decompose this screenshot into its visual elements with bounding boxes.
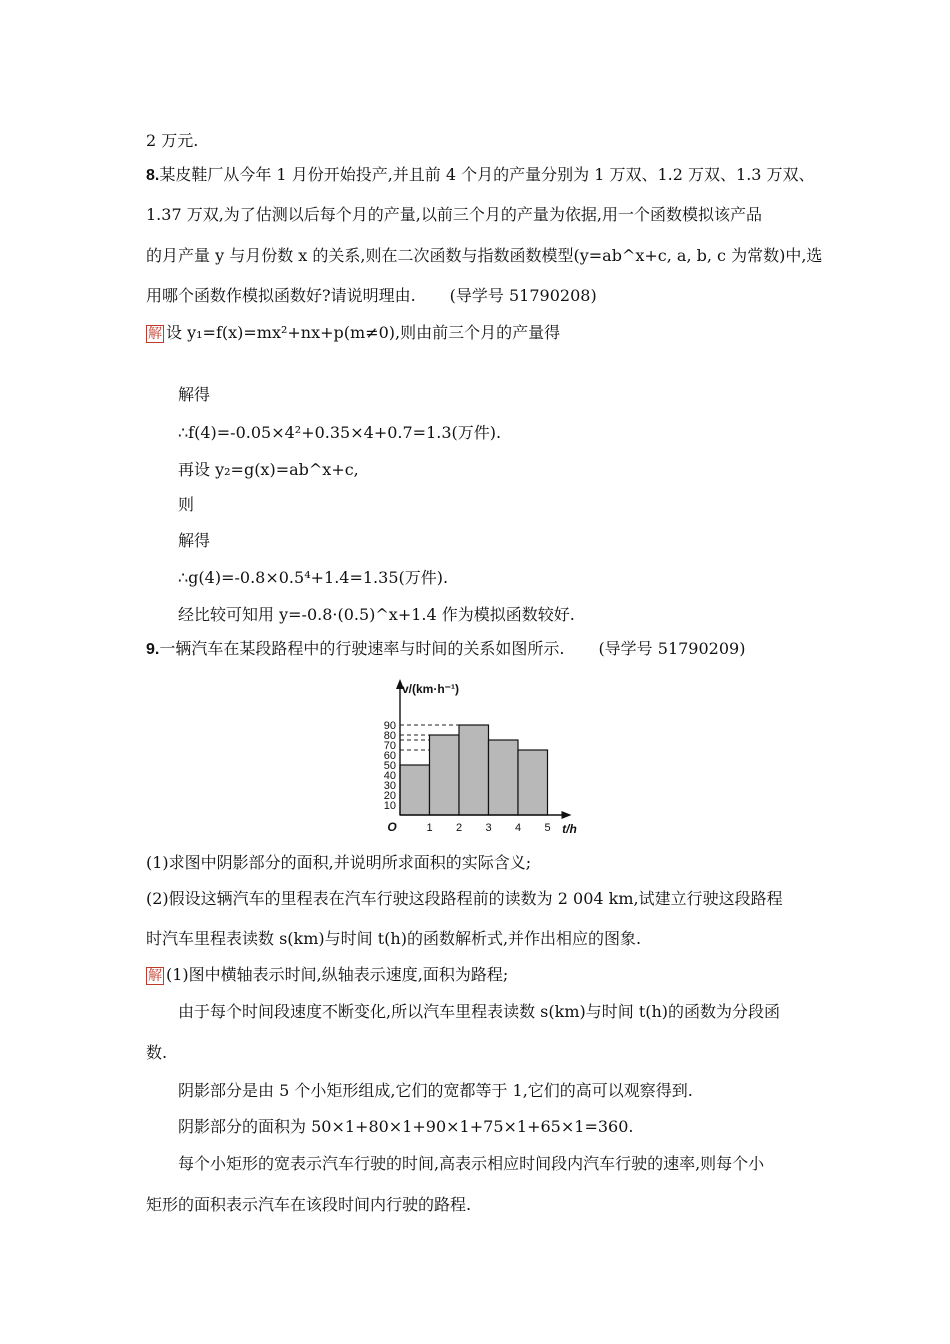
question-9-2-line-2: 时汽车里程表读数 s(km)与时间 t(h)的函数解析式,并作出相应的图象. <box>146 929 642 948</box>
solution-8-text-a: 设 y₁=f(x)=mx²+nx+p(m≠0),则由前三个月的产量得 <box>166 323 561 342</box>
bar-5 <box>518 750 548 815</box>
bar-4 <box>489 740 519 815</box>
solution-9-line-7: 矩形的面积表示汽车在该段时间内行驶的路程. <box>146 1195 472 1214</box>
problem-8-line-4 <box>146 285 597 307</box>
solution-8-line-8: 经比较可知用 y=-0.8·(0.5)^x+1.4 作为模拟函数较好. <box>178 605 575 624</box>
bar-2 <box>430 735 460 815</box>
y-tick-label-80: 80 <box>383 730 396 742</box>
problem-8-line-1 <box>146 164 815 187</box>
question-9-1: (1)求图中阴影部分的面积,并说明所求面积的实际含义; <box>146 853 532 872</box>
prev-answer-tail: 2 万元. <box>146 131 199 150</box>
y-tick-label-20: 20 <box>383 790 396 802</box>
problem-8-text-d: 用哪个函数作模拟函数好?请说明理由. <box>146 286 416 305</box>
problem-8-ref: (导学号 51790208) <box>449 286 597 305</box>
solution-9-text-a: (1)图中横轴表示时间,纵轴表示速度,面积为路程; <box>166 965 509 984</box>
solution-8-line-4: 再设 y₂=g(x)=ab^x+c, <box>178 460 359 479</box>
y-axis-label: v/(km·h⁻¹) <box>402 682 459 696</box>
bar-3 <box>459 725 489 815</box>
question-9-2-line-1: (2)假设这辆汽车的里程表在汽车行驶这段路程前的读数为 2 004 km,试建立行驶这段路程 <box>146 889 783 908</box>
x-tick-label-1: 1 <box>426 822 433 834</box>
solution-8-line-2: 解得 <box>178 385 211 404</box>
y-tick-label-60: 60 <box>383 750 396 762</box>
x-tick-label-4: 4 <box>514 822 522 834</box>
y-tick-label-50: 50 <box>383 760 396 772</box>
solution-9-line-6: 每个小矩形的宽表示汽车行驶的时间,高表示相应时间段内汽车行驶的速率,则每个小 <box>178 1154 765 1173</box>
chart-bars <box>400 725 548 815</box>
solution-8-line-3: ∴f(4)=-0.05×4²+0.35×4+0.7=1.3(万件). <box>178 423 502 442</box>
x-tick-label-5: 5 <box>544 822 551 834</box>
problem-9-line-1 <box>146 638 745 661</box>
x-tick-label-2: 2 <box>455 822 463 834</box>
solution-8-line-6: 解得 <box>178 531 211 550</box>
problem-9-text-a: 一辆汽车在某段路程中的行驶速率与时间的关系如图所示. <box>159 639 565 658</box>
solution-8-line-7: ∴g(4)=-0.8×0.5⁴+1.4=1.35(万件). <box>178 568 449 587</box>
origin-label: O <box>387 820 397 834</box>
speed-time-chart <box>360 670 590 840</box>
problem-8-text-a: 某皮鞋厂从今年 1 月份开始投产,并且前 4 个月的产量分别为 1 万双、1.2 万双、1.3 万双、 <box>159 165 815 184</box>
problem-8-line-2: 1.37 万双,为了估测以后每个月的产量,以前三个月的产量为依据,用一个函数模拟该产品 <box>146 205 762 224</box>
y-tick-label-70: 70 <box>383 740 396 752</box>
x-axis-label: t/h <box>562 822 577 836</box>
y-tick-label-10: 10 <box>383 800 396 812</box>
y-tick-label-90: 90 <box>383 720 396 732</box>
solution-8-line-5: 则 <box>178 495 195 514</box>
problem-8-number: 8. <box>146 167 160 184</box>
y-tick-label-30: 30 <box>383 780 396 792</box>
problem-9-ref: (导学号 51790209) <box>598 639 746 658</box>
problem-8-line-3: 的月产量 y 与月份数 x 的关系,则在二次函数与指数函数模型(y=ab^x+c, a, b, c 为常数)中,选 <box>146 246 823 265</box>
bar-1 <box>400 765 430 815</box>
solution-8-tag: 解 <box>148 326 162 342</box>
solution-9-line-5: 阴影部分的面积为 50×1+80×1+90×1+75×1+65×1=360. <box>178 1117 634 1136</box>
solution-9-line-4: 阴影部分是由 5 个小矩形组成,它们的宽都等于 1,它们的高可以观察得到. <box>178 1081 693 1100</box>
x-axis-arrow <box>562 811 572 819</box>
solution-8-line-1 <box>146 322 560 344</box>
solution-9-line-1 <box>146 964 508 986</box>
solution-9-line-3: 数. <box>146 1043 168 1062</box>
solution-9-line-2: 由于每个时间段速度不断变化,所以汽车里程表读数 s(km)与时间 t(h)的函数为分段函 <box>178 1002 781 1021</box>
problem-9-number: 9. <box>146 641 160 658</box>
y-tick-label-40: 40 <box>383 770 396 782</box>
solution-9-tag: 解 <box>148 968 162 984</box>
x-tick-label-3: 3 <box>485 822 492 834</box>
